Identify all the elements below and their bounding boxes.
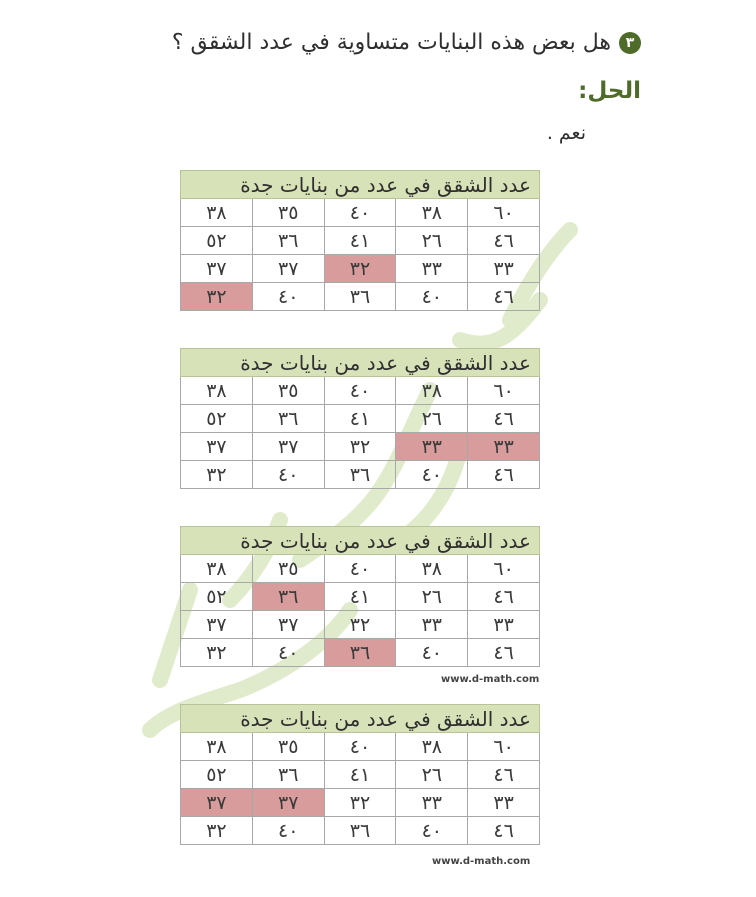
apartments-table-4 [180,704,540,845]
table-cell: ٤٦ [468,405,540,433]
table-row [181,199,540,227]
question-number-badge: ٣ [619,32,641,54]
table-cell: ٤١ [324,227,396,255]
table-cell: ٥٢ [181,405,253,433]
table-row [181,227,540,255]
website-link: www.d-math.com [441,674,540,685]
table-cell: ٣٨ [181,555,253,583]
table-cell: ٦٠ [468,733,540,761]
table-cell: ٣٦ [252,405,324,433]
table-cell: ٣٣ [468,789,540,817]
table-cell: ٥٢ [181,761,253,789]
table-cell: ٤٦ [468,583,540,611]
table-cell: ٤٦ [468,817,540,845]
table-cell: ٤١ [324,583,396,611]
apartments-table-3 [180,526,540,667]
table-cell: ٣٨ [396,555,468,583]
question-text: هل بعض هذه البنايات متساوية في عدد الشقق ؟ [171,30,611,55]
highlighted-cell: ٣٢ [324,255,396,283]
table-cell: ٣٣ [468,611,540,639]
table-cell: ٤٠ [324,199,396,227]
table-cell: ٤٠ [396,283,468,311]
table-cell: ٥٢ [181,583,253,611]
table-row [181,761,540,789]
table-cell: ٤٠ [396,461,468,489]
table-cell: ٢٦ [396,583,468,611]
table-row [181,283,540,311]
table-row [181,611,540,639]
table-cell: ٣٦ [324,817,396,845]
table-row [181,461,540,489]
table-cell: ٤٦ [468,761,540,789]
table-cell: ٤٦ [468,227,540,255]
question-line [172,30,641,55]
table-cell: ٣٨ [396,199,468,227]
table-cell: ٦٠ [468,377,540,405]
table-row [181,639,540,667]
table-cell: ٤٦ [468,283,540,311]
highlighted-cell: ٣٢ [181,283,253,311]
table-cell: ٤٦ [468,461,540,489]
highlighted-cell: ٣٣ [468,433,540,461]
table-cell: ٤٠ [252,283,324,311]
table-row [181,583,540,611]
highlighted-cell: ٣٦ [324,639,396,667]
table-header: عدد الشقق في عدد من بنايات جدة [181,527,540,555]
table-cell: ٣٨ [396,377,468,405]
table-cell: ٣٥ [252,733,324,761]
highlighted-cell: ٣٧ [252,789,324,817]
table-cell: ٢٦ [396,227,468,255]
table-cell: ٤٠ [324,555,396,583]
table-cell: ٣٢ [324,611,396,639]
table-cell: ٣٧ [181,433,253,461]
table-cell: ٣٨ [181,733,253,761]
table-row [181,405,540,433]
highlighted-cell: ٣٦ [252,583,324,611]
table-cell: ٤١ [324,761,396,789]
table-cell: ٣٢ [324,789,396,817]
table-cell: ٣٧ [252,433,324,461]
solution-label: الحل: [578,78,641,104]
table-row [181,555,540,583]
table-cell: ٣٨ [396,733,468,761]
table-cell: ٣٥ [252,377,324,405]
table-cell: ٤٦ [468,639,540,667]
table-cell: ٣٣ [396,789,468,817]
table-cell: ٣٧ [181,255,253,283]
table-header: عدد الشقق في عدد من بنايات جدة [181,171,540,199]
table-cell: ٤٠ [396,639,468,667]
table-cell: ٦٠ [468,555,540,583]
table-cell: ٣٨ [181,199,253,227]
table-cell: ٣٥ [252,199,324,227]
table-cell: ٤٠ [252,461,324,489]
answer-text: نعم . [546,122,586,144]
table-cell: ٣٢ [181,639,253,667]
table-cell: ٣٧ [181,611,253,639]
table-cell: ٦٠ [468,199,540,227]
table-cell: ٤١ [324,405,396,433]
highlighted-cell: ٣٧ [181,789,253,817]
table-cell: ٤٠ [396,817,468,845]
table-cell: ٣٢ [181,461,253,489]
apartments-table-1 [180,170,540,311]
table-cell: ٣٣ [396,611,468,639]
table-cell: ٤٠ [252,639,324,667]
table-cell: ٣٢ [324,433,396,461]
table-cell: ٣٦ [252,227,324,255]
table-cell: ٣٦ [324,461,396,489]
table-cell: ٢٦ [396,761,468,789]
table-row [181,377,540,405]
table-row [181,817,540,845]
table-cell: ٣٣ [468,255,540,283]
table-cell: ٥٢ [181,227,253,255]
table-cell: ٣٣ [396,255,468,283]
website-link: www.d-math.com [432,856,531,867]
highlighted-cell: ٣٣ [396,433,468,461]
table-row [181,433,540,461]
table-cell: ٣٦ [252,761,324,789]
table-cell: ٤٠ [324,733,396,761]
table-cell: ٣٦ [324,283,396,311]
table-row [181,733,540,761]
table-cell: ٣٢ [181,817,253,845]
table-header: عدد الشقق في عدد من بنايات جدة [181,349,540,377]
table-header: عدد الشقق في عدد من بنايات جدة [181,705,540,733]
table-cell: ٣٧ [252,255,324,283]
table-row [181,789,540,817]
table-cell: ٣٥ [252,555,324,583]
table-cell: ٤٠ [324,377,396,405]
table-cell: ٤٠ [252,817,324,845]
table-cell: ٢٦ [396,405,468,433]
table-cell: ٣٧ [252,611,324,639]
apartments-table-2 [180,348,540,489]
table-row [181,255,540,283]
table-cell: ٣٨ [181,377,253,405]
